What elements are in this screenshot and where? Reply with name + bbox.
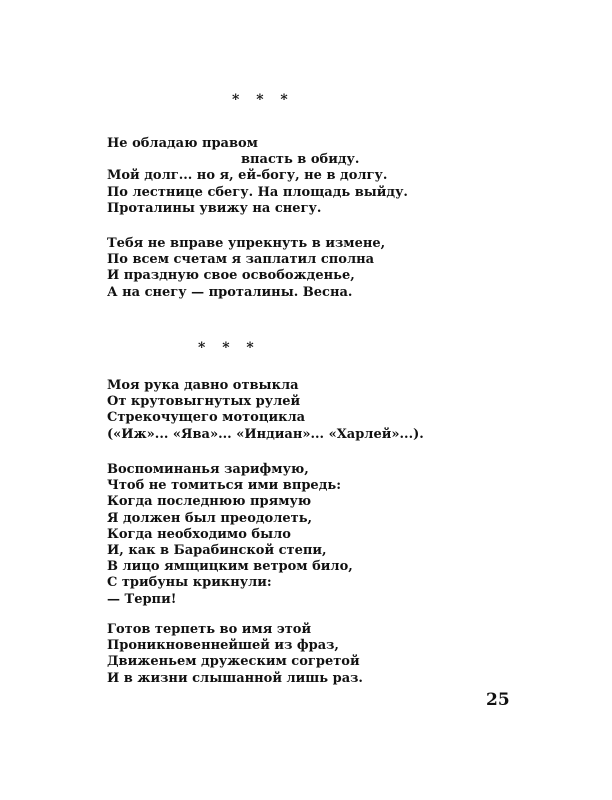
verse-line: По всем счетам я заплатил сполна [107,252,375,268]
verse-line: — Терпи! [107,591,177,607]
verse-line: И праздную свое освобожденье, [107,268,355,284]
verse-line: А на снегу — проталины. Весна. [107,284,353,300]
verse-line: Тебя не вправе упрекнуть в измене, [107,236,386,251]
verse-line: Не обладаю правом [107,136,258,151]
verse-line: Я должен был преодолеть, [107,510,313,526]
verse-line: И, как в Барабинской степи, [107,543,327,559]
verse-line: По лестнице сбегу. На площадь выйду. [107,184,408,200]
verse-line: Мой долг... но я, ей-богу, не в долгу. [107,168,388,184]
verse-line: Проникновеннейшей из фраз, [107,638,339,654]
section-separator-1: * * * [232,92,294,108]
verse-line: С трибуны крикнули: [107,575,272,591]
verse-line: Моя рука давно отвыкла [107,378,299,393]
verse-line: В лицо ямщицким ветром било, [107,559,353,575]
page-number: 25 [486,690,510,710]
verse-line: впасть в обиду. [241,152,360,168]
poem1-stanza-1 [107,136,408,217]
poem2-stanza-1 [107,378,424,443]
verse-line: И в жизни слышанной лишь раз. [107,670,363,686]
poem2-stanza-2 [107,462,353,608]
verse-line: Движеньем дружеским согретой [107,654,360,670]
verse-line: Когда необходимо было [107,526,291,542]
poem2-stanza-3 [107,622,363,687]
verse-line: Когда последнюю прямую [107,494,312,510]
verse-line: Проталины увижу на снегу. [107,200,322,216]
verse-line: Стрекочущего мотоцикла [107,410,306,426]
verse-line: Чтоб не томиться ими впредь: [107,478,341,494]
verse-line: От крутовыгнутых рулей [107,394,301,410]
section-separator-2: * * * [198,340,260,356]
verse-line: Воспоминанья зарифмую, [107,462,309,477]
verse-line: («Иж»... «Ява»... «Индиан»... «Харлей»...). [107,426,424,442]
verse-line: Готов терпеть во имя этой [107,622,312,637]
poem1-stanza-2 [107,236,385,301]
